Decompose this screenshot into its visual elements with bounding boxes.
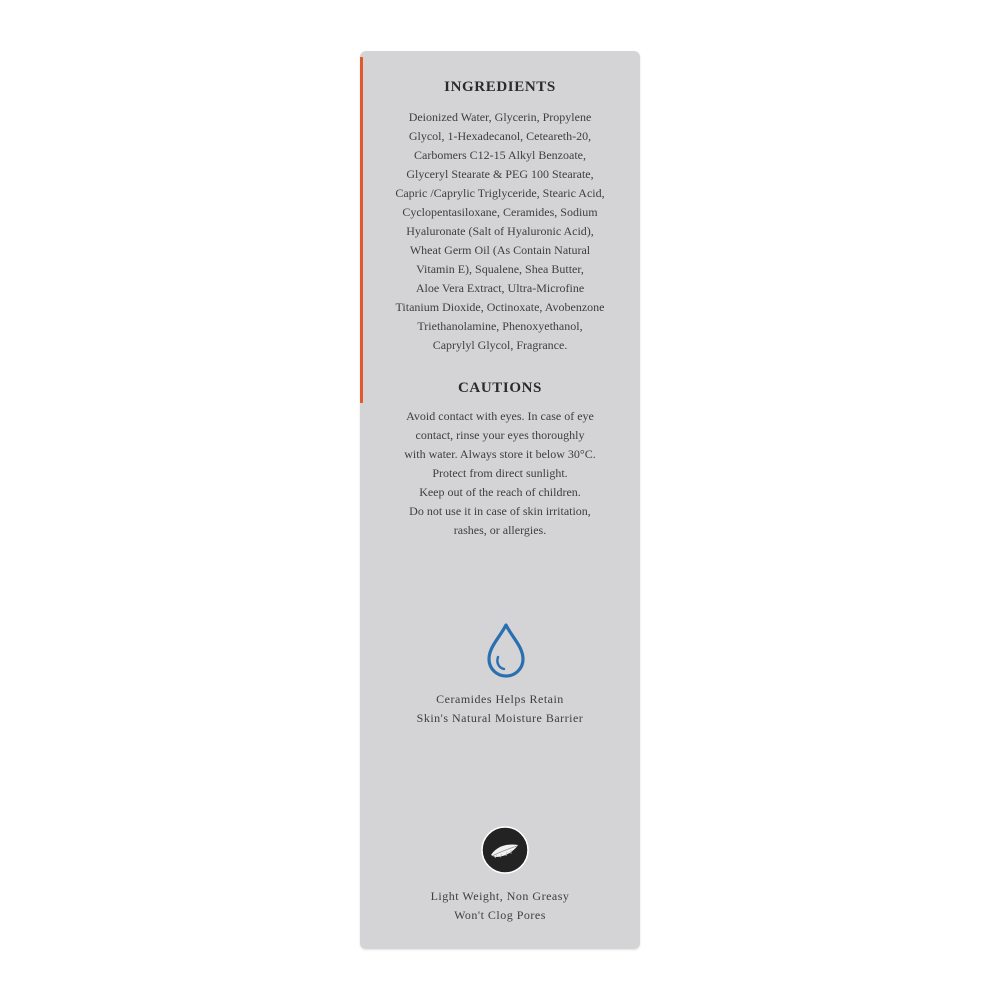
ingredients-line: Hyaluronate (Salt of Hyaluronic Acid),	[406, 224, 594, 238]
ingredients-line: Triethanolamine, Phenoxyethanol,	[417, 319, 583, 333]
lightweight-text	[360, 887, 640, 925]
ingredients-line: Aloe Vera Extract, Ultra-Microfine	[415, 281, 585, 295]
feature-line: Ceramides Helps Retain	[436, 692, 564, 706]
feature-line: Light Weight, Non Greasy	[430, 889, 570, 903]
cautions-line: Avoid contact with eyes. In case of eye	[406, 409, 594, 423]
cautions-line: Keep out of the reach of children.	[419, 485, 581, 499]
cautions-line: with water. Always store it below 30°C.	[404, 447, 596, 461]
cautions-line: Do not use it in case of skin irritation,	[409, 504, 591, 518]
ingredients-line: Vitamin E), Squalene, Shea Butter,	[416, 262, 584, 276]
ingredients-line: Deionized Water, Glycerin, Propylene	[408, 110, 592, 124]
ingredients-line: Carbomers C12-15 Alkyl Benzoate,	[414, 148, 586, 162]
ingredients-line: Cyclopentasiloxane, Ceramides, Sodium	[402, 205, 598, 219]
cautions-line: rashes, or allergies.	[453, 523, 547, 537]
water-drop-icon	[484, 621, 528, 681]
feature-line: Won't Clog Pores	[454, 908, 546, 922]
feature-line: Skin's Natural Moisture Barrier	[416, 711, 584, 725]
ingredients-text	[378, 108, 622, 355]
orange-accent-strip	[360, 57, 363, 403]
ingredients-line: Wheat Germ Oil (As Contain Natural	[409, 243, 591, 257]
ingredients-line: Glyceryl Stearate & PEG 100 Stearate,	[406, 167, 594, 181]
cautions-text	[378, 407, 622, 540]
ingredients-line: Caprylyl Glycol, Fragrance.	[432, 338, 568, 352]
cautions-line: contact, rinse your eyes thoroughly	[415, 428, 585, 442]
ingredients-heading: INGREDIENTS	[444, 79, 556, 95]
ingredients-line: Capric /Caprylic Triglyceride, Stearic Acid,	[395, 186, 605, 200]
cautions-line: Protect from direct sunlight.	[432, 466, 568, 480]
product-box-side-panel	[360, 51, 640, 949]
moisture-barrier-text	[360, 690, 640, 728]
feather-icon	[480, 825, 530, 875]
cautions-heading: CAUTIONS	[458, 380, 542, 396]
ingredients-line: Glycol, 1-Hexadecanol, Ceteareth-20,	[408, 129, 592, 143]
ingredients-line: Titanium Dioxide, Octinoxate, Avobenzone	[395, 300, 605, 314]
